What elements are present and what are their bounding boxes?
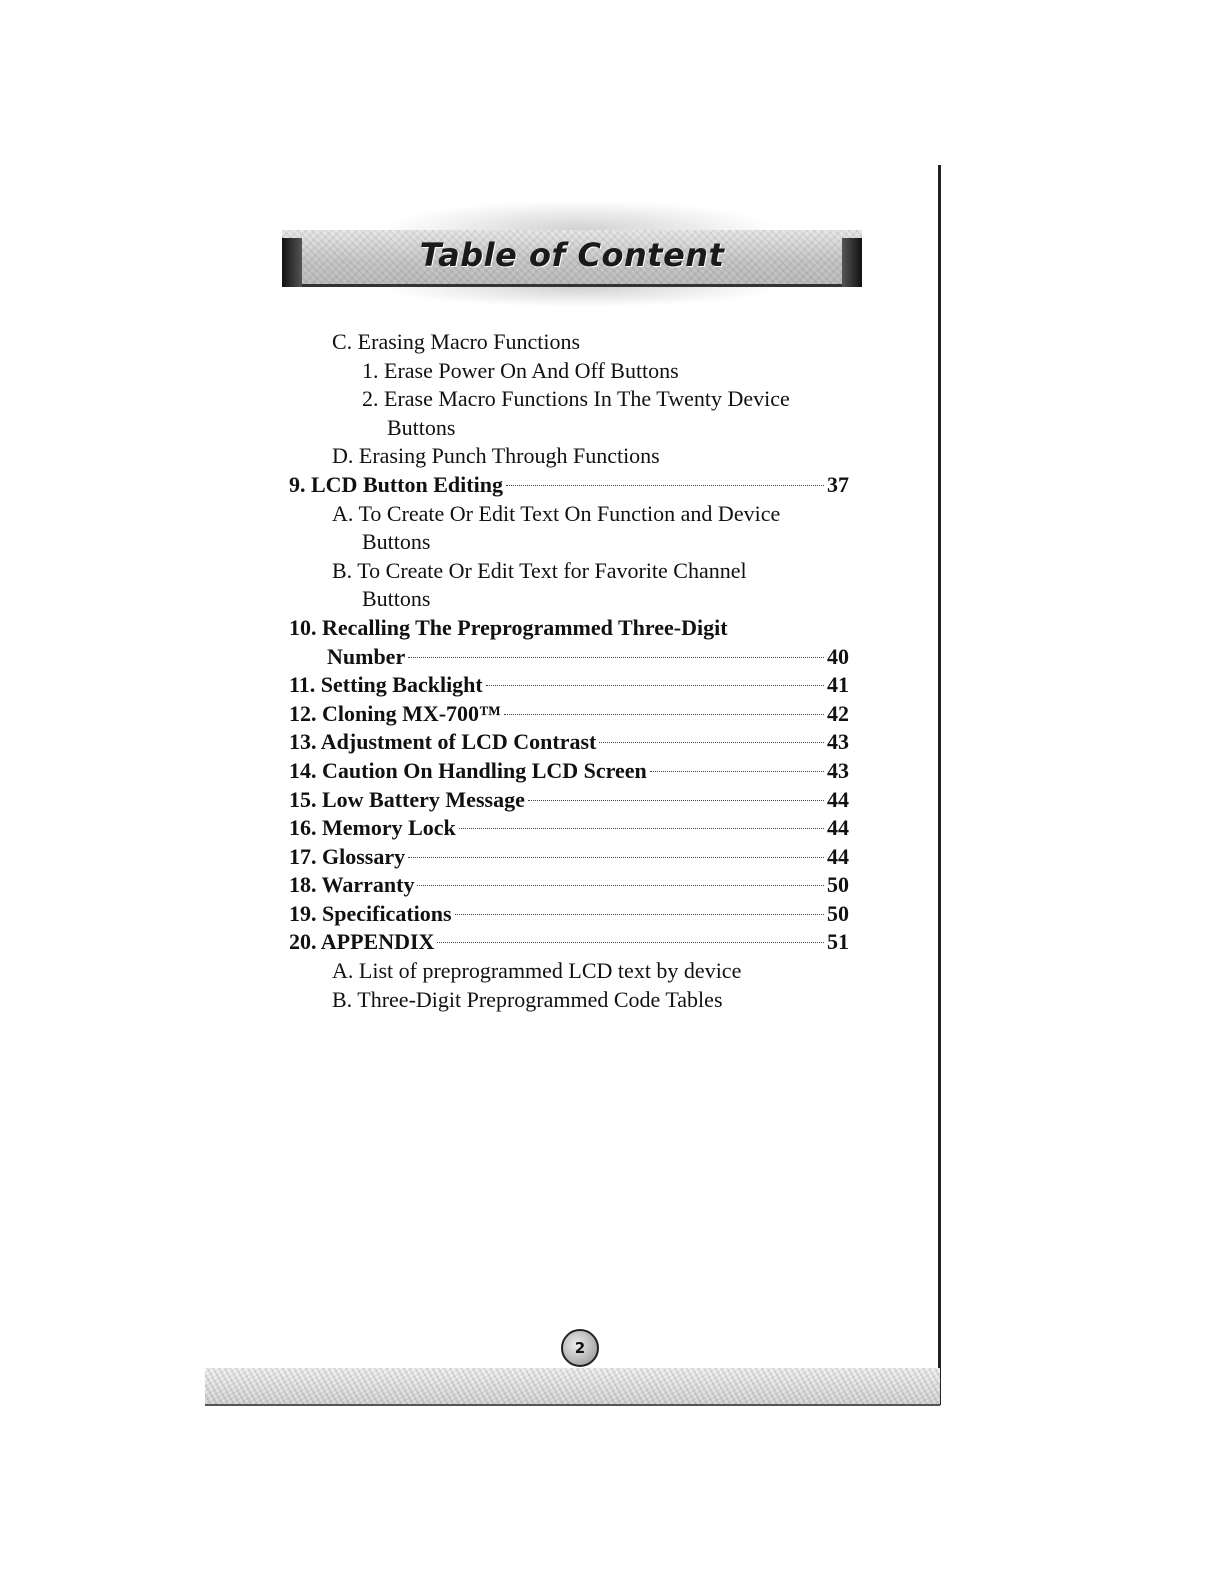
toc-entry[interactable] — [0, 871, 1224, 900]
toc-leader-dots — [528, 799, 824, 801]
toc-entry-title: 10. Recalling The Preprogrammed Three-Digit — [289, 614, 728, 640]
toc-leader-dots — [506, 484, 824, 486]
toc-entry-title: 14. Caution On Handling LCD Screen — [289, 757, 647, 783]
toc-entry-title: 16. Memory Lock — [289, 815, 456, 841]
toc-entry-page: 41 — [827, 672, 849, 698]
toc-entry-title: 12. Cloning MX-700™ — [289, 700, 502, 726]
toc-leader-dots — [486, 684, 824, 686]
toc-entry-title: 20. APPENDIX — [289, 929, 435, 955]
toc-entry[interactable] — [0, 614, 1224, 643]
toc-subitem: 2. Erase Macro Functions In The Twenty Device — [362, 386, 790, 412]
toc-entry[interactable] — [0, 757, 1224, 786]
toc-entry-title-continuation: Number — [327, 643, 406, 669]
toc-entry[interactable] — [0, 700, 1224, 729]
toc-entry-title: 17. Glossary — [289, 843, 406, 869]
toc-entry-page: 43 — [827, 729, 849, 755]
toc-entry[interactable] — [0, 900, 1224, 929]
footer-rule — [205, 1404, 940, 1406]
toc-entry-title: 18. Warranty — [289, 872, 415, 898]
toc-entry-continuation[interactable] — [0, 643, 1224, 672]
toc-entry-page: 51 — [827, 929, 849, 955]
toc-entry[interactable] — [0, 471, 1224, 500]
toc-subitem: D. Erasing Punch Through Functions — [332, 443, 660, 469]
toc-entry[interactable] — [0, 786, 1224, 815]
toc-subitem-continuation: Buttons — [362, 586, 431, 612]
toc-leader-dots — [504, 713, 824, 715]
toc-entry[interactable] — [0, 928, 1224, 957]
toc-entry-title: 19. Specifications — [289, 900, 452, 926]
toc-entry[interactable] — [0, 814, 1224, 843]
toc-entry-page: 50 — [827, 872, 849, 898]
toc-subitem: 1. Erase Power On And Off Buttons — [362, 357, 679, 383]
toc-leader-dots — [417, 884, 824, 886]
toc-leader-dots — [599, 741, 824, 743]
toc-subitem: A. List of preprogrammed LCD text by device — [332, 958, 742, 984]
toc-entry-page: 44 — [827, 815, 849, 841]
header-glow-top — [380, 200, 780, 230]
toc-entry-title: 13. Adjustment of LCD Contrast — [289, 729, 597, 755]
toc-entry-page: 44 — [827, 786, 849, 812]
toc-entry-title: 15. Low Battery Message — [289, 786, 525, 812]
toc-entry-page: 40 — [827, 643, 849, 669]
toc-subitem: C. Erasing Macro Functions — [332, 329, 581, 354]
toc-subitem-continuation: Buttons — [387, 414, 456, 440]
toc-entry-page: 37 — [827, 471, 849, 497]
toc-leader-dots — [650, 770, 824, 772]
table-of-contents — [0, 328, 1224, 1014]
page-title: Table of Content — [419, 236, 725, 274]
toc-entry-title: 11. Setting Backlight — [289, 672, 483, 698]
toc-subitem: B. Three-Digit Preprogrammed Code Tables — [332, 986, 723, 1012]
toc-subitem: B. To Create Or Edit Text for Favorite Channel — [332, 557, 747, 583]
toc-entry-page: 44 — [827, 843, 849, 869]
toc-entry[interactable] — [0, 843, 1224, 872]
toc-subitem: A. To Create Or Edit Text On Function and Device — [332, 500, 781, 526]
toc-leader-dots — [408, 656, 824, 658]
toc-entry-page: 43 — [827, 757, 849, 783]
footer-banner — [205, 1368, 940, 1406]
header-glow-bottom — [380, 287, 780, 307]
toc-entry-title: 9. LCD Button Editing — [289, 471, 503, 497]
toc-leader-dots — [455, 913, 824, 915]
header-banner — [282, 230, 862, 287]
toc-entry[interactable] — [0, 671, 1224, 700]
toc-entry[interactable] — [0, 728, 1224, 757]
toc-entry-page: 50 — [827, 900, 849, 926]
toc-leader-dots — [437, 941, 824, 943]
toc-leader-dots — [459, 827, 824, 829]
toc-leader-dots — [408, 856, 824, 858]
toc-entry-page: 42 — [827, 700, 849, 726]
page-number: 2 — [561, 1329, 599, 1367]
toc-subitem-continuation: Buttons — [362, 529, 431, 555]
